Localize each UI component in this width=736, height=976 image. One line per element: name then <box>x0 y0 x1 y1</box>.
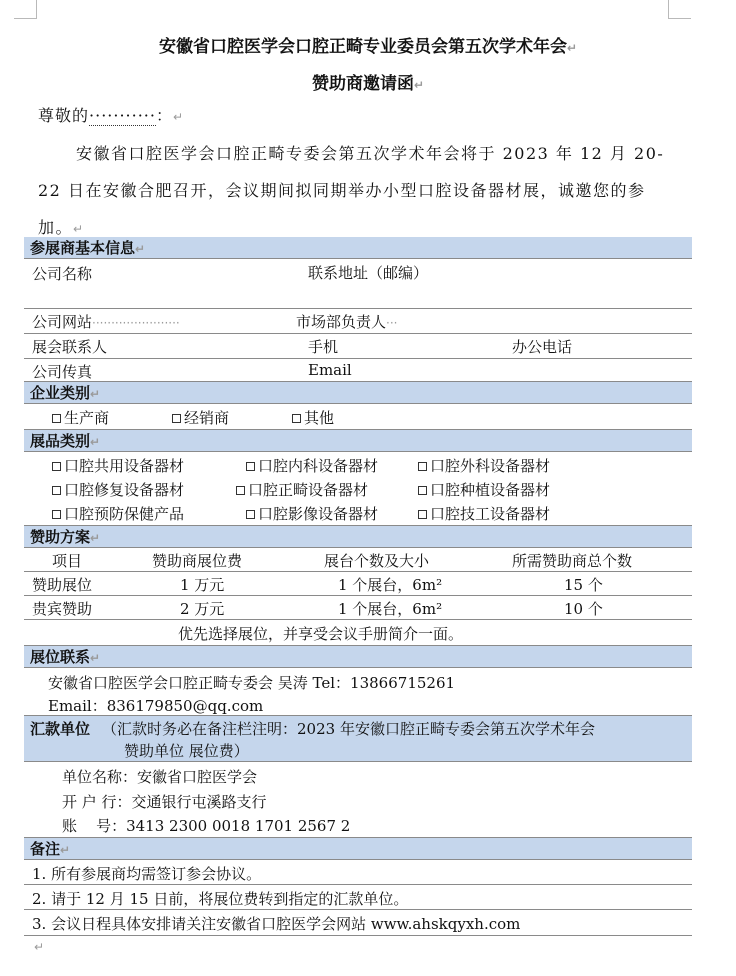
table-cell: 1 个展台，6m² <box>338 600 443 618</box>
sponsor-note: 优先选择展位，并享受会议手册简介一面。 <box>178 625 464 643</box>
column-header: 赞助商展位费 <box>152 552 243 570</box>
company-type-option[interactable]: 生产商 <box>52 407 109 428</box>
list-item <box>24 885 692 910</box>
column-header: 项目 <box>52 552 83 570</box>
basic-info-row-website <box>24 309 692 334</box>
remittance-header-note: （汇款时务必在备注栏注明：2023 年安徽口腔正畸专委会第五次学术年会 <box>102 720 595 738</box>
table-cell: 10 个 <box>564 600 603 618</box>
list-item <box>24 860 692 885</box>
document-title: 安徽省口腔医学会口腔正畸专业委员会第五次学术年会↵ <box>158 37 578 57</box>
product-type-grid <box>24 452 692 526</box>
address-label[interactable]: 联系地址（邮编） <box>308 264 429 282</box>
margin-corner-right <box>668 0 691 19</box>
contact-label[interactable]: 展会联系人 <box>32 338 108 356</box>
margin-corner-left <box>14 0 37 19</box>
sponsor-table-header <box>24 548 692 572</box>
mobile-label[interactable]: 手机 <box>308 338 339 356</box>
section-header-sponsorship: 赞助方案↵ <box>24 526 692 548</box>
product-type-option[interactable]: 口腔种植设备器材 <box>418 479 550 500</box>
column-header: 展台个数及大小 <box>324 552 430 570</box>
table-cell: 贵宾赞助 <box>32 600 93 618</box>
basic-info-row-company <box>24 259 692 309</box>
booth-contact-email[interactable]: Email：836179850@qq.com <box>48 697 264 715</box>
account-number: 账 号：3413 2300 0018 1701 2567 2 <box>62 817 351 835</box>
company-type-row <box>24 404 692 430</box>
note-item: 2. 请于 12 月 15 日前，将展位费转到指定的汇款单位。 <box>32 890 409 908</box>
product-type-option[interactable]: 口腔修复设备器材 <box>52 479 184 500</box>
section-header-product-type: 展品类别↵ <box>24 430 692 452</box>
section-header-remittance <box>24 716 692 762</box>
product-type-option[interactable]: 口腔内科设备器材 <box>246 455 378 476</box>
recipient-blank[interactable]: ··········· <box>89 106 156 125</box>
table-cell: 15 个 <box>564 576 603 594</box>
table-cell: 1 万元 <box>180 576 225 594</box>
basic-info-row-contact <box>24 334 692 359</box>
remittance-header-title: 汇款单位 <box>30 720 91 738</box>
company-type-option[interactable]: 其他 <box>292 407 334 428</box>
section-header-company-type: 企业类别↵ <box>24 382 692 404</box>
company-type-option[interactable]: 经销商 <box>172 407 229 428</box>
product-type-option[interactable]: 口腔技工设备器材 <box>418 503 550 524</box>
intro-paragraph: 安徽省口腔医学会口腔正畸专委会第五次学术年会将于 2023 年 12 月 20-22 日在安徽合肥召开，会议期间拟同期举办小型口腔设备器材展，诚邀您的参加。↵ <box>38 144 665 237</box>
section-header-basic-info: 参展商基本信息↵ <box>24 237 692 259</box>
table-cell: 1 个展台，6m² <box>338 576 443 594</box>
booth-contact-block <box>24 668 692 716</box>
note-item: 1. 所有参展商均需签订参会协议。 <box>32 865 262 883</box>
unit-name: 单位名称：安徽省口腔医学会 <box>62 768 258 786</box>
market-manager-label[interactable]: 市场部负责人··· <box>296 313 398 331</box>
section-header-booth-contact: 展位联系↵ <box>24 646 692 668</box>
bank-name: 开 户 行：交通银行屯溪路支行 <box>62 793 267 811</box>
basic-info-row-fax <box>24 359 692 382</box>
greeting: 尊敬的···········：↵ <box>38 106 185 125</box>
product-type-option[interactable]: 口腔外科设备器材 <box>418 455 550 476</box>
sponsor-note-row <box>24 620 692 646</box>
fax-label[interactable]: 公司传真 <box>32 363 93 381</box>
company-name-label[interactable]: 公司名称 <box>32 265 93 283</box>
product-type-option[interactable]: 口腔影像设备器材 <box>246 503 378 524</box>
table-cell: 赞助展位 <box>32 576 93 594</box>
email-label[interactable]: Email <box>308 361 352 379</box>
paragraph-mark: ↵ <box>34 940 45 954</box>
booth-contact-line: 安徽省口腔医学会口腔正畸专委会 吴涛 Tel：13866715261 <box>48 674 456 692</box>
note-item[interactable]: 3. 会议日程具体安排请关注安徽省口腔医学会网站 www.ahskqyxh.com <box>32 915 521 933</box>
remittance-header-note-cont: 赞助单位 展位费） <box>124 742 249 760</box>
office-phone-label[interactable]: 办公电话 <box>512 338 573 356</box>
list-item <box>24 910 692 936</box>
table-cell: 2 万元 <box>180 600 225 618</box>
product-type-option[interactable]: 口腔共用设备器材 <box>52 455 184 476</box>
product-type-option[interactable]: 口腔正畸设备器材 <box>236 479 368 500</box>
column-header: 所需赞助商总个数 <box>512 552 633 570</box>
remittance-block <box>24 762 692 838</box>
section-header-notes: 备注↵ <box>24 838 692 860</box>
table-row <box>24 572 692 596</box>
table-row <box>24 596 692 620</box>
document-subtitle: 赞助商邀请函↵ <box>311 74 425 94</box>
product-type-option[interactable]: 口腔预防保健产品 <box>52 503 184 524</box>
website-label[interactable]: 公司网站······················· <box>32 313 180 331</box>
